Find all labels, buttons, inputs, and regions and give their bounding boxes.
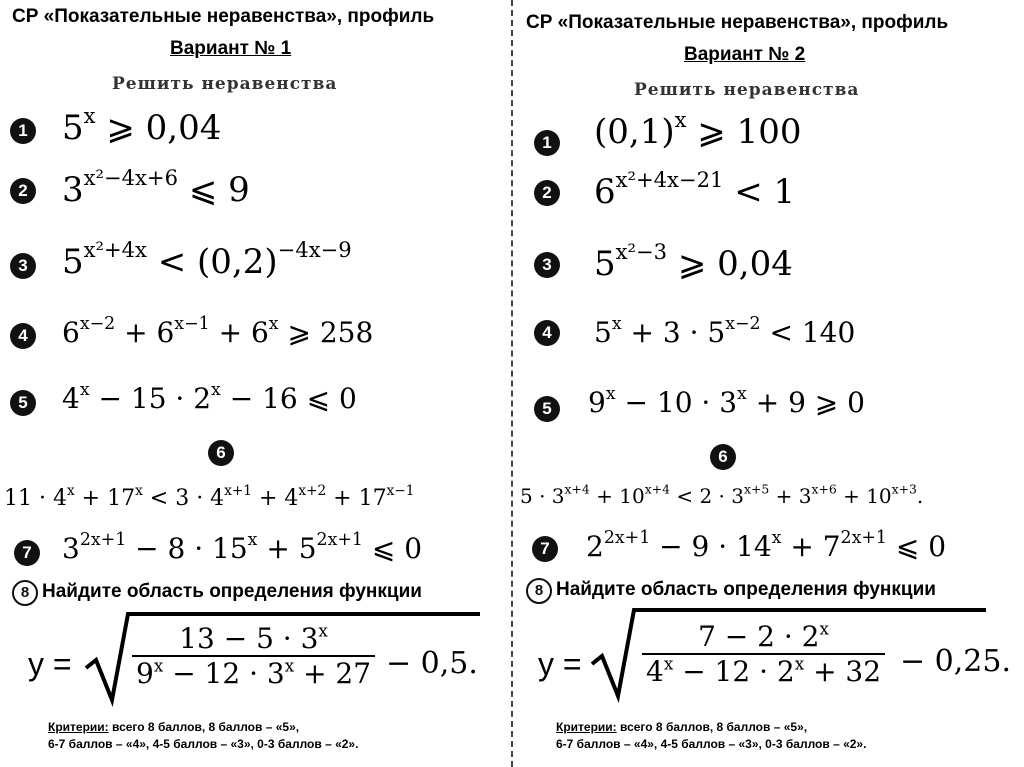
problem-4-inequality: $6^{x-2} + 6^{x-1} + 6^x$ ⩾ 258 [62,313,374,349]
problem-6-inequality: $5 \cdot 3^{x+4} + 10^{x+4} < 2 \cdot 3^{x+5} + 3^{x+6} + 10^{x+3}$. [520,481,924,508]
problem-number: 1 [534,130,560,156]
problem-7-inequality: $3^{2x+1} - 8 \cdot 15^x + 5^{2x+1}$ ⩽ 0 [62,529,423,565]
problem-number: 1 [10,118,36,144]
variant-2-column [514,0,1024,767]
problem-1-inequality: $(0,1)^x$ ⩾ 100 [594,107,802,152]
task-heading: Решить неравенства [112,74,338,94]
problem-6 [710,444,736,470]
problem-8-text: Найдите область определения функции [42,581,422,602]
problem-1 [534,130,560,156]
problem-7 [14,540,40,566]
problem-number: 7 [532,536,558,562]
function-fraction [132,622,375,690]
problem-number: 4 [534,320,560,346]
problem-2-inequality: $3^{x^2-4x+6}$ ⩽ 9 [62,165,250,210]
function-fraction [642,620,885,688]
problem-number: 2 [534,180,560,206]
grading-criteria: Критерии: всего 8 баллов, 8 баллов – «5», 6-7 баллов – «4», 4-5 баллов – «3», 0-3 баллов – «2». [48,720,359,751]
function-tail: − 0,5. [386,646,478,681]
fraction-numerator: $13 - 5 \cdot 3^x$ [132,622,375,657]
function-lhs: y = [538,646,582,682]
problem-4 [10,323,36,349]
variant-label: Вариант № 2 [684,44,806,65]
problem-3 [10,253,36,279]
problem-number: 8 [526,578,552,604]
problem-number: 7 [14,540,40,566]
problem-number: 2 [10,178,36,204]
problem-3 [534,252,560,278]
problem-7 [532,536,558,562]
function-lhs: y = [28,646,72,682]
problem-2-inequality: $6^{x^2+4x-21} < 1$ [594,167,796,212]
function-tail: − 0,25. [900,644,1012,679]
fraction-denominator: $9^x - 12 \cdot 3^x + 27$ [136,655,372,690]
problem-3-inequality: $5^{x^2+4x} < (0,2)^{-4x-9}$ [62,237,352,282]
problem-number: 8 [12,580,38,606]
grading-criteria: Критерии: всего 8 баллов, 8 баллов – «5», 6-7 баллов – «4», 4-5 баллов – «3», 0-3 баллов – «2». [556,720,867,751]
problem-number: 5 [10,390,36,416]
problem-4-inequality: $5^x + 3 \cdot 5^{x-2} < 140$ [594,313,856,349]
problem-8-prompt [526,578,936,604]
problem-6-inequality: $11 \cdot 4^x + 17^x < 3 \cdot 4^{x+1} + 4^{x+2} + 17^{x-1}$ [4,482,415,511]
worksheet-title: СР «Показательные неравенства», профиль [526,12,949,33]
problem-number: 5 [534,396,560,422]
problem-1 [10,118,36,144]
fraction-denominator: $4^x - 12 \cdot 2^x + 32$ [646,653,882,688]
problem-number: 3 [534,252,560,278]
problem-number: 6 [710,444,736,470]
problem-5-inequality: $9^x - 10 \cdot 3^x + 9$ ⩾ 0 [588,383,865,419]
fraction-numerator: $7 - 2 \cdot 2^x$ [642,620,885,655]
variant-label: Вариант № 1 [170,38,292,59]
problem-number: 6 [208,440,234,466]
problem-6 [208,440,234,466]
worksheet-title: СР «Показательные неравенства», профиль [12,6,435,27]
problem-1-inequality: 5$^x$ ⩾ 0,04 [62,103,222,148]
problem-2 [10,178,36,204]
problem-5 [534,396,560,422]
problem-8-prompt [12,580,422,606]
problem-4 [534,320,560,346]
problem-2 [534,180,560,206]
problem-5-inequality: $4^x - 15 \cdot 2^x - 16$ ⩽ 0 [62,379,357,415]
problem-8-text: Найдите область определения функции [556,579,936,600]
problem-7-inequality: $2^{2x+1} - 9 \cdot 14^x + 7^{2x+1}$ ⩽ 0 [586,527,947,563]
problem-number: 3 [10,253,36,279]
problem-5 [10,390,36,416]
problem-3-inequality: $5^{x^2-3}$ ⩾ 0,04 [594,239,793,284]
task-heading: Решить неравенства [634,80,860,100]
problem-number: 4 [10,323,36,349]
